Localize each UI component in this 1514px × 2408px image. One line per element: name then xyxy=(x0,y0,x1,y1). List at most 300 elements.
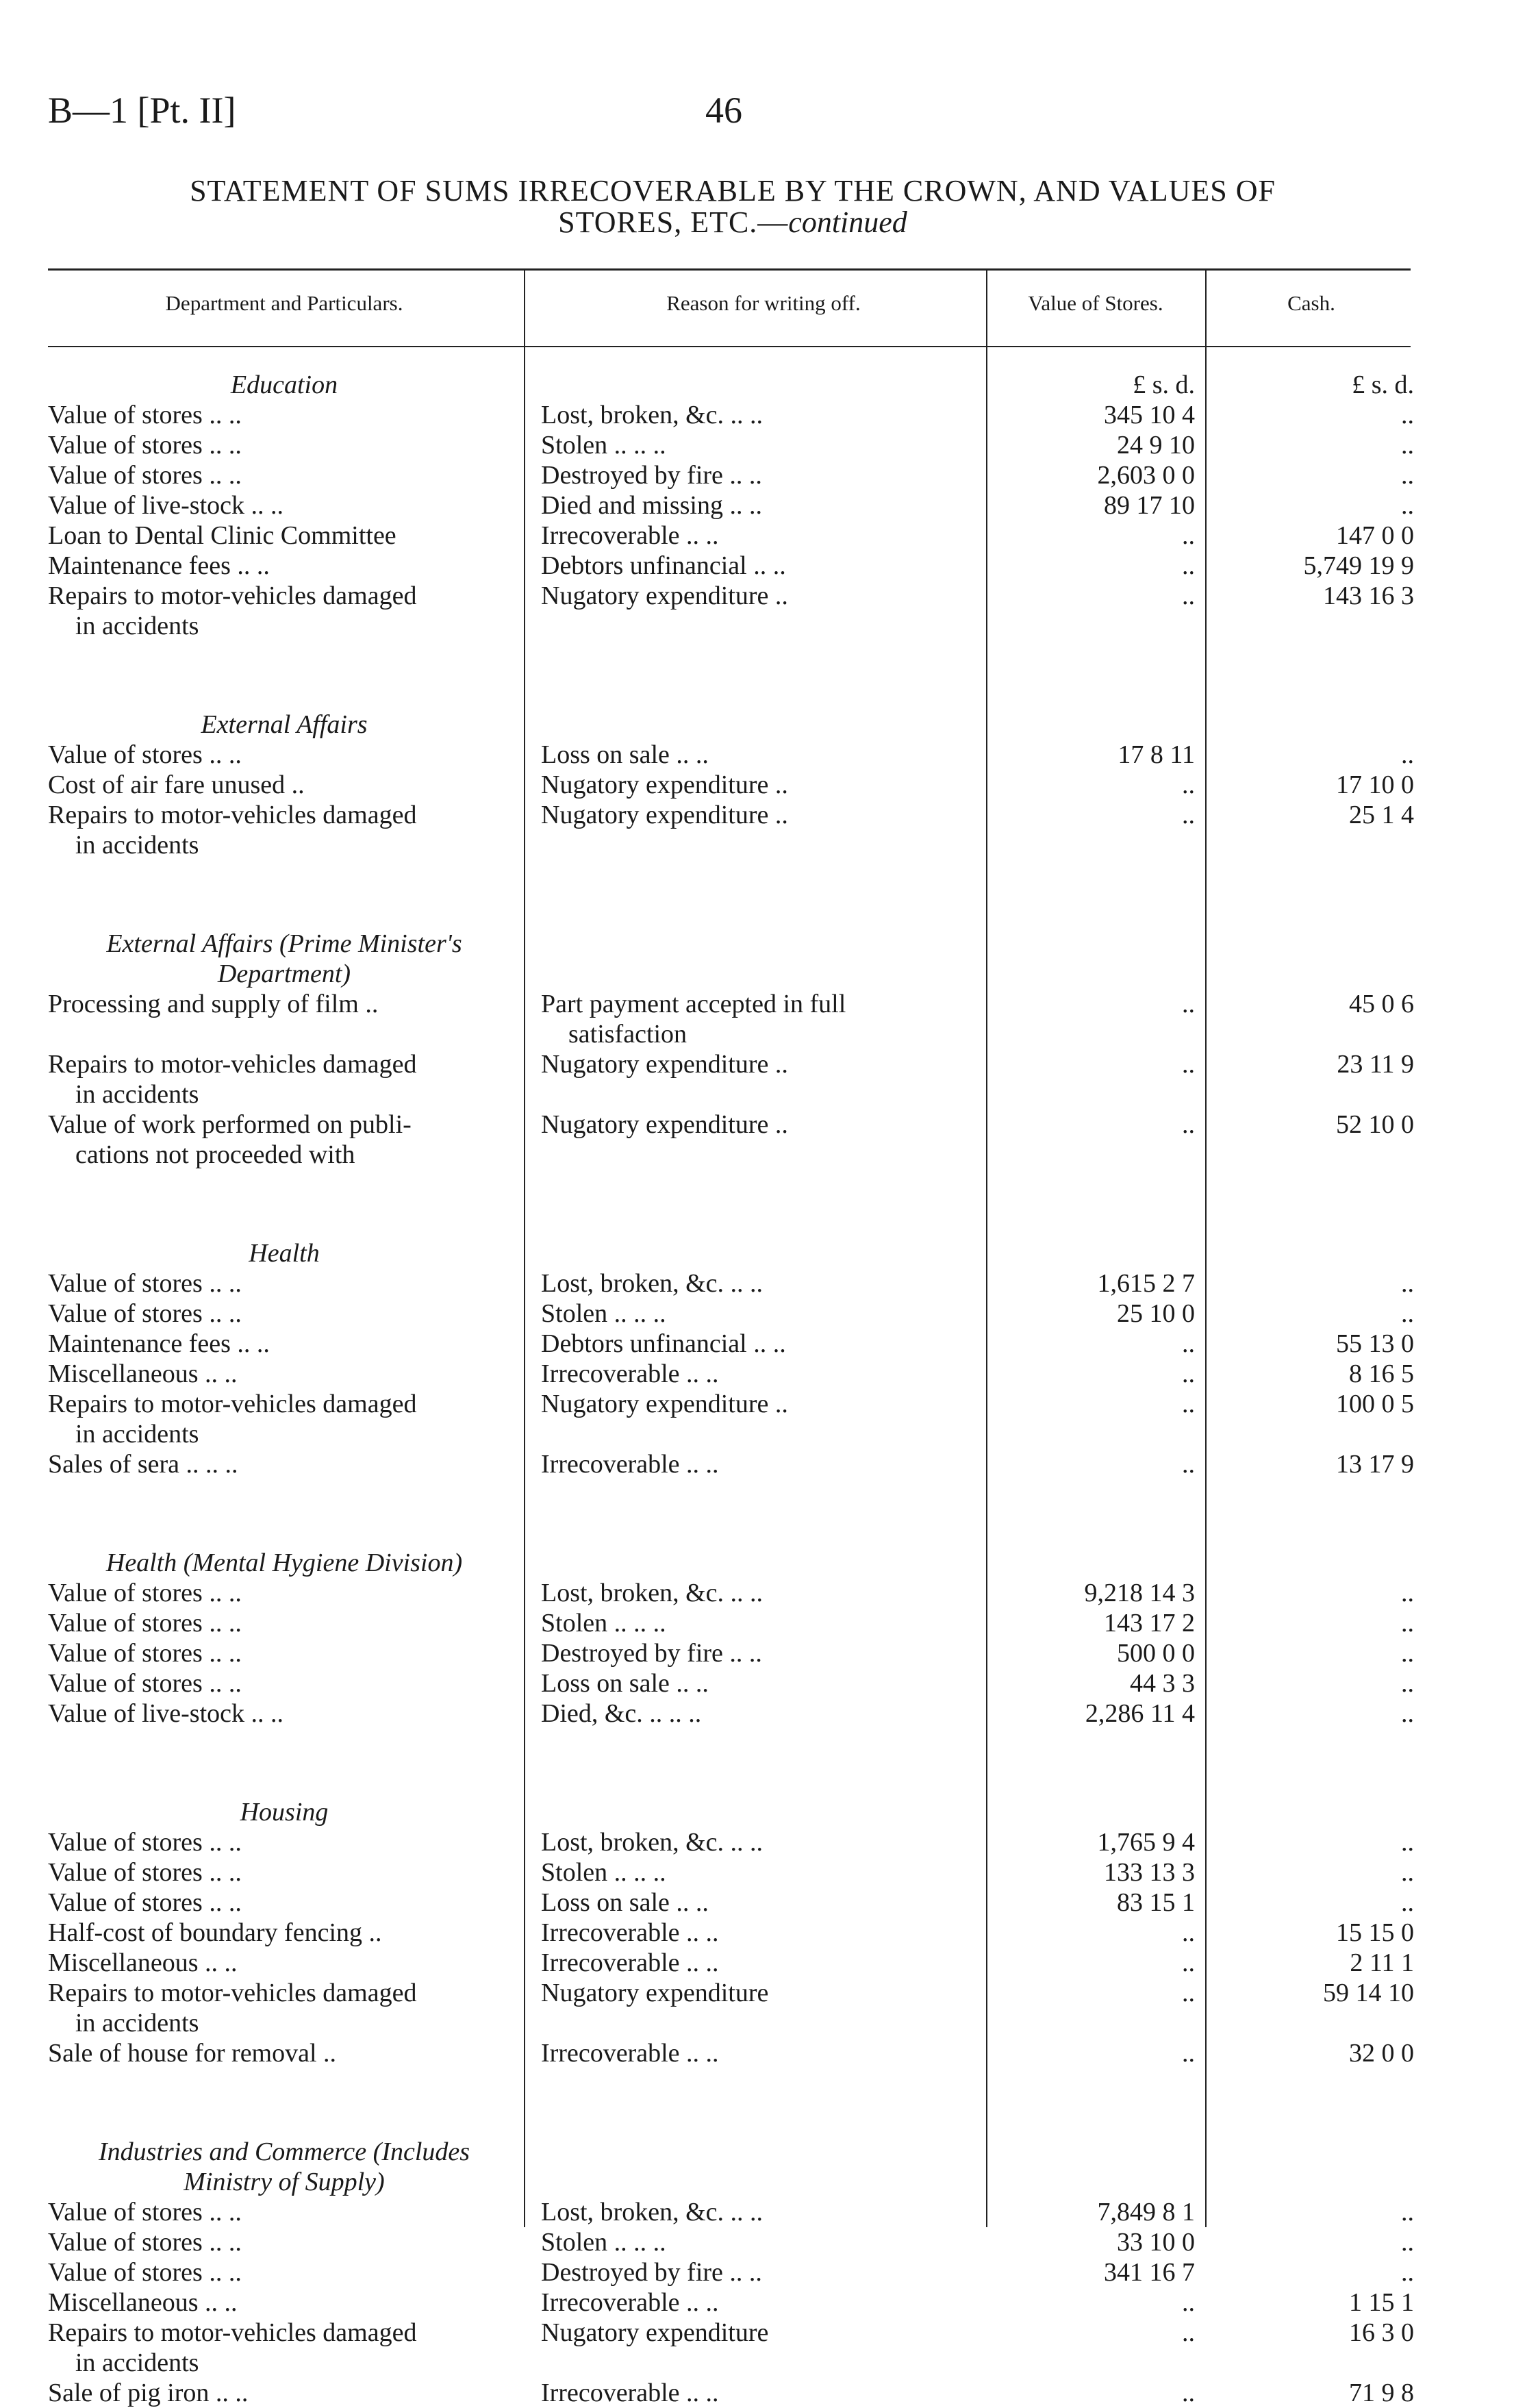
reason-text: Irrecoverable .. .. xyxy=(541,2039,719,2068)
table-row xyxy=(48,400,1417,430)
cash-units: £ s. d. xyxy=(1352,371,1414,399)
table-row xyxy=(48,1887,1417,1918)
reason-text: Nugatory expenditure xyxy=(541,1979,769,2007)
department-section xyxy=(48,860,1417,1170)
stores-value-cell: .. xyxy=(1182,1390,1195,1418)
stores-value-cell: 89 17 10 xyxy=(1104,491,1195,520)
particulars-text: Sales of sera .. .. .. xyxy=(48,1450,238,1479)
reason-cell xyxy=(541,1329,986,1359)
stores-value-cell: 500 0 0 xyxy=(1117,1639,1195,1668)
particulars-text: Value of stores .. .. xyxy=(48,1269,242,1298)
reason-cell xyxy=(541,2318,986,2348)
table-body xyxy=(48,370,1417,2408)
reason-text: Nugatory expenditure .. xyxy=(541,581,788,610)
stores-value-cell: .. xyxy=(1182,2039,1195,2068)
stores-value-cell: .. xyxy=(1182,1450,1195,1479)
stores-value-cell: .. xyxy=(1182,1050,1195,1079)
reason-cell xyxy=(541,1948,986,1978)
department-section xyxy=(48,1729,1417,2068)
particulars-cell xyxy=(48,1638,520,1668)
stores-value-cell: .. xyxy=(1182,990,1195,1018)
reason-cell xyxy=(541,1299,986,1329)
department-section xyxy=(48,370,1417,641)
reason-cell xyxy=(541,2287,986,2318)
reason-text: Loss on sale .. .. xyxy=(541,740,709,769)
cash-value-cell: .. xyxy=(1401,401,1414,429)
table-row xyxy=(48,1109,1417,1170)
cash-value-cell: .. xyxy=(1401,1639,1414,1668)
cash-value-cell: .. xyxy=(1401,2228,1414,2257)
particulars-text: Repairs to motor-vehicles damaged xyxy=(48,2318,417,2347)
reason-text: Irrecoverable .. .. xyxy=(541,1359,719,1388)
reason-text: Nugatory expenditure xyxy=(541,2318,769,2347)
particulars-text: Repairs to motor-vehicles damaged xyxy=(48,1050,417,1079)
cash-value-cell: 13 17 9 xyxy=(1336,1450,1414,1479)
reason-text: Stolen .. .. .. xyxy=(541,1858,666,1887)
cash-value-cell: .. xyxy=(1401,461,1414,490)
cash-value-cell: 2 11 1 xyxy=(1350,1948,1414,1977)
stores-value-cell: 341 16 7 xyxy=(1104,2258,1195,2287)
stores-value-cell: 1,615 2 7 xyxy=(1097,1269,1195,1298)
table-row xyxy=(48,430,1417,460)
particulars-text-continued: in accidents xyxy=(75,831,199,860)
table-row xyxy=(48,551,1417,581)
particulars-text: Value of stores .. .. xyxy=(48,1299,242,1328)
stores-value-cell: .. xyxy=(1182,1110,1195,1139)
particulars-cell xyxy=(48,1329,520,1359)
stores-value-cell: 17 8 11 xyxy=(1118,740,1195,769)
reason-cell xyxy=(541,800,986,830)
cash-value-cell: 71 9 8 xyxy=(1349,2379,1414,2407)
table-row xyxy=(48,2378,1417,2408)
reason-text: Irrecoverable .. .. xyxy=(541,2288,719,2317)
table-row xyxy=(48,1918,1417,1948)
cash-value-cell: 1 15 1 xyxy=(1349,2288,1414,2317)
cash-value-cell: .. xyxy=(1401,1579,1414,1607)
particulars-cell xyxy=(48,1389,520,1449)
particulars-cell xyxy=(48,2378,520,2408)
department-title: External Affairs xyxy=(201,710,368,739)
reason-text: Stolen .. .. .. xyxy=(541,2228,666,2257)
reason-text: Irrecoverable .. .. xyxy=(541,1918,719,1947)
cash-value-cell: 32 0 0 xyxy=(1349,2039,1414,2068)
stores-value-cell: .. xyxy=(1182,1918,1195,1947)
reason-text: Irrecoverable .. .. xyxy=(541,1948,719,1977)
cash-value-cell: 16 3 0 xyxy=(1349,2318,1414,2347)
reason-cell xyxy=(541,400,986,430)
cash-value-cell: .. xyxy=(1401,1888,1414,1917)
particulars-cell xyxy=(48,1857,520,1887)
section-gap xyxy=(48,860,1417,929)
reason-text: Destroyed by fire .. .. xyxy=(541,1639,762,1668)
stores-value-cell: 9,218 14 3 xyxy=(1084,1579,1195,1607)
table-row xyxy=(48,581,1417,641)
stores-value-cell: .. xyxy=(1182,521,1195,550)
department-section xyxy=(48,641,1417,860)
particulars-text: Sale of pig iron .. .. xyxy=(48,2379,249,2407)
table-row xyxy=(48,521,1417,551)
reason-text: Irrecoverable .. .. xyxy=(541,521,719,550)
particulars-text: Half-cost of boundary fencing .. xyxy=(48,1918,382,1947)
particulars-text: Value of work performed on publi- xyxy=(48,1110,412,1139)
reason-cell xyxy=(541,2197,986,2227)
table-row xyxy=(48,800,1417,860)
reason-cell xyxy=(541,1608,986,1638)
department-section xyxy=(48,1479,1417,1729)
reason-text: Nugatory expenditure .. xyxy=(541,1110,788,1139)
reason-cell xyxy=(541,1668,986,1698)
particulars-cell xyxy=(48,1268,520,1299)
particulars-text: Processing and supply of film .. xyxy=(48,990,379,1018)
reason-text: Stolen .. .. .. xyxy=(541,1299,666,1328)
particulars-cell xyxy=(48,1578,520,1608)
particulars-text: Miscellaneous .. .. xyxy=(48,2288,238,2317)
table-row xyxy=(48,2287,1417,2318)
cash-value-cell: .. xyxy=(1401,2258,1414,2287)
reason-cell xyxy=(541,1887,986,1918)
stores-value-cell: .. xyxy=(1182,1948,1195,1977)
department-title-continued: Ministry of Supply) xyxy=(184,2168,385,2196)
cash-value-cell: .. xyxy=(1401,1299,1414,1328)
table-row xyxy=(48,460,1417,490)
table-row xyxy=(48,1449,1417,1479)
reason-text-continued: satisfaction xyxy=(568,1020,687,1049)
stores-value-cell: .. xyxy=(1182,581,1195,610)
cash-value-cell: 17 10 0 xyxy=(1336,770,1414,799)
column-header-cash: Cash. xyxy=(1287,291,1335,315)
department-title: External Affairs (Prime Minister's xyxy=(106,929,462,958)
cash-value-cell: .. xyxy=(1401,1609,1414,1638)
table-row xyxy=(48,770,1417,800)
cash-value-cell: .. xyxy=(1401,1828,1414,1857)
particulars-cell xyxy=(48,1359,520,1389)
stores-value-cell: 44 3 3 xyxy=(1130,1669,1195,1698)
sections-container xyxy=(48,370,1417,2408)
page-header xyxy=(48,89,1445,144)
table-row xyxy=(48,2257,1417,2287)
reason-text: Debtors unfinancial .. .. xyxy=(541,551,786,580)
particulars-text: Value of stores .. .. xyxy=(48,2198,242,2227)
particulars-text: Value of stores .. .. xyxy=(48,2258,242,2287)
cash-value-cell: .. xyxy=(1401,1669,1414,1698)
particulars-text: Value of stores .. .. xyxy=(48,431,242,460)
particulars-cell xyxy=(48,1948,520,1978)
table-row xyxy=(48,1329,1417,1359)
table-row xyxy=(48,1359,1417,1389)
reason-cell xyxy=(541,581,986,611)
cash-value-cell: 147 0 0 xyxy=(1336,521,1414,550)
cash-value-cell: 143 16 3 xyxy=(1323,581,1414,610)
reason-text: Irrecoverable .. .. xyxy=(541,1450,719,1479)
reason-cell xyxy=(541,1449,986,1479)
particulars-text: Sale of house for removal .. xyxy=(48,2039,337,2068)
cash-value-cell: .. xyxy=(1401,1699,1414,1728)
particulars-text: Value of stores .. .. xyxy=(48,401,242,429)
table-row xyxy=(48,1578,1417,1608)
reason-cell xyxy=(541,2257,986,2287)
particulars-cell xyxy=(48,581,520,641)
page-title xyxy=(48,175,1417,238)
table-row xyxy=(48,1698,1417,1729)
reason-text: Died, &c. .. .. .. xyxy=(541,1699,702,1728)
reason-text: Nugatory expenditure .. xyxy=(541,770,788,799)
section-gap xyxy=(48,2068,1417,2137)
table-row xyxy=(48,1668,1417,1698)
reason-cell xyxy=(541,1578,986,1608)
particulars-cell xyxy=(48,1698,520,1729)
reason-text: Stolen .. .. .. xyxy=(541,431,666,460)
particulars-text: Value of stores .. .. xyxy=(48,1579,242,1607)
particulars-text-continued: in accidents xyxy=(75,612,199,640)
particulars-text: Value of stores .. .. xyxy=(48,1888,242,1917)
reason-text: Stolen .. .. .. xyxy=(541,1609,666,1638)
reason-cell xyxy=(541,1109,986,1140)
reason-cell xyxy=(541,2378,986,2408)
units-row xyxy=(48,370,1414,400)
cash-value-cell: 55 13 0 xyxy=(1336,1329,1414,1358)
stores-value-cell: .. xyxy=(1182,2288,1195,2317)
particulars-text: Cost of air fare unused .. xyxy=(48,770,305,799)
particulars-text-continued: in accidents xyxy=(75,2348,199,2377)
column-header-reason: Reason for writing off. xyxy=(666,291,861,315)
particulars-cell xyxy=(48,400,520,430)
stores-value-cell: 83 15 1 xyxy=(1117,1888,1195,1917)
department-title: Housing xyxy=(240,1798,329,1827)
table-row xyxy=(48,1608,1417,1638)
table-row xyxy=(48,1857,1417,1887)
particulars-cell xyxy=(48,2227,520,2257)
reason-cell xyxy=(541,1857,986,1887)
table-row xyxy=(48,2197,1417,2227)
particulars-text: Value of stores .. .. xyxy=(48,2228,242,2257)
particulars-text: Value of stores .. .. xyxy=(48,740,242,769)
reason-cell xyxy=(541,989,986,1049)
stores-value-cell: .. xyxy=(1182,770,1195,799)
cash-value-cell: 15 15 0 xyxy=(1336,1918,1414,1947)
continued-label: continued xyxy=(788,205,907,239)
stores-value-cell: .. xyxy=(1182,1329,1195,1358)
particulars-text: Repairs to motor-vehicles damaged xyxy=(48,581,417,610)
table-row xyxy=(48,2038,1417,2068)
reason-text: Lost, broken, &c. .. .. xyxy=(541,1269,764,1298)
particulars-cell xyxy=(48,800,520,860)
cash-value-cell: .. xyxy=(1401,2198,1414,2227)
reason-cell xyxy=(541,460,986,490)
department-title: Health (Mental Hygiene Division) xyxy=(105,1548,463,1577)
cash-value-cell: .. xyxy=(1401,431,1414,460)
department-title: Industries and Commerce (Includes xyxy=(98,2137,470,2166)
particulars-text-continued: cations not proceeded with xyxy=(75,1140,355,1169)
table-row xyxy=(48,2227,1417,2257)
particulars-text: Value of stores .. .. xyxy=(48,1639,242,1668)
table-row xyxy=(48,1389,1417,1449)
table-row xyxy=(48,1299,1417,1329)
cash-value-cell: 52 10 0 xyxy=(1336,1110,1414,1139)
reason-cell xyxy=(541,770,986,800)
section-gap xyxy=(48,1729,1417,1797)
particulars-text: Value of live-stock .. .. xyxy=(48,491,284,520)
cash-value-cell: .. xyxy=(1401,1269,1414,1298)
particulars-cell xyxy=(48,2287,520,2318)
department-section xyxy=(48,1170,1417,1479)
stores-value-cell: .. xyxy=(1182,801,1195,829)
reason-text: Died and missing .. .. xyxy=(541,491,762,520)
reason-cell xyxy=(541,1389,986,1419)
particulars-cell xyxy=(48,1918,520,1948)
stores-value-cell: 7,849 8 1 xyxy=(1097,2198,1195,2227)
table-row xyxy=(48,1268,1417,1299)
reason-cell xyxy=(541,490,986,521)
cash-value-cell: 23 11 9 xyxy=(1337,1050,1414,1079)
reason-text: Debtors unfinancial .. .. xyxy=(541,1329,786,1358)
cash-value-cell: 5,749 19 9 xyxy=(1303,551,1414,580)
table-row xyxy=(48,989,1417,1049)
particulars-cell xyxy=(48,2038,520,2068)
table-row xyxy=(48,740,1417,770)
reason-cell xyxy=(541,1268,986,1299)
reason-text: Irrecoverable .. .. xyxy=(541,2379,719,2407)
particulars-cell xyxy=(48,1978,520,2038)
particulars-text: Repairs to motor-vehicles damaged xyxy=(48,801,417,829)
particulars-cell xyxy=(48,2318,520,2378)
cash-value-cell: .. xyxy=(1401,740,1414,769)
particulars-text: Miscellaneous .. .. xyxy=(48,1948,238,1977)
cash-value-cell: .. xyxy=(1401,491,1414,520)
stores-value-cell: .. xyxy=(1182,551,1195,580)
stores-value-cell: 2,286 11 4 xyxy=(1085,1699,1195,1728)
particulars-cell xyxy=(48,1668,520,1698)
department-title: Education xyxy=(230,371,338,399)
particulars-cell xyxy=(48,740,520,770)
reason-text: Part payment accepted in full xyxy=(541,990,846,1018)
stores-value-cell: .. xyxy=(1182,1359,1195,1388)
reason-text: Destroyed by fire .. .. xyxy=(541,461,762,490)
particulars-text: Loan to Dental Clinic Committee xyxy=(48,521,396,550)
particulars-text: Value of live-stock .. .. xyxy=(48,1699,284,1728)
particulars-cell xyxy=(48,1109,520,1170)
particulars-cell xyxy=(48,460,520,490)
particulars-cell xyxy=(48,1608,520,1638)
reason-cell xyxy=(541,2227,986,2257)
title-line-2: STORES, ETC.—continued xyxy=(558,205,907,239)
title-line-1: STATEMENT OF SUMS IRRECOVERABLE BY THE CROWN, AND VALUES OF xyxy=(190,174,1276,208)
particulars-cell xyxy=(48,2197,520,2227)
reason-cell xyxy=(541,2038,986,2068)
particulars-cell xyxy=(48,521,520,551)
table-row xyxy=(48,1948,1417,1978)
reason-cell xyxy=(541,1049,986,1079)
reason-cell xyxy=(541,521,986,551)
cash-value-cell: .. xyxy=(1401,1858,1414,1887)
reason-text: Lost, broken, &c. .. .. xyxy=(541,1828,764,1857)
reason-cell xyxy=(541,1698,986,1729)
reason-cell xyxy=(541,551,986,581)
particulars-text: Repairs to motor-vehicles damaged xyxy=(48,1979,417,2007)
particulars-cell xyxy=(48,551,520,581)
particulars-text: Maintenance fees .. .. xyxy=(48,1329,270,1358)
section-gap xyxy=(48,1479,1417,1548)
reason-text: Destroyed by fire .. .. xyxy=(541,2258,762,2287)
document-reference: B—1 [Pt. II] xyxy=(48,90,236,131)
stores-value-cell: .. xyxy=(1182,1979,1195,2007)
column-header-stores: Value of Stores. xyxy=(1028,291,1163,315)
column-header-particulars: Department and Particulars. xyxy=(165,291,403,315)
reason-cell xyxy=(541,1827,986,1857)
table-row xyxy=(48,2318,1417,2378)
reason-text: Loss on sale .. .. xyxy=(541,1888,709,1917)
cash-value-cell: 100 0 5 xyxy=(1336,1390,1414,1418)
stores-value-cell: .. xyxy=(1182,2318,1195,2347)
section-gap xyxy=(48,1170,1417,1238)
stores-value-cell: 25 10 0 xyxy=(1117,1299,1195,1328)
stores-value-cell: .. xyxy=(1182,2379,1195,2407)
stores-value-cell: 2,603 0 0 xyxy=(1097,461,1195,490)
particulars-cell xyxy=(48,490,520,521)
stores-value-cell: 24 9 10 xyxy=(1117,431,1195,460)
reason-text: Loss on sale .. .. xyxy=(541,1669,709,1698)
reason-cell xyxy=(541,1359,986,1389)
cash-value-cell: 8 16 5 xyxy=(1349,1359,1414,1388)
reason-text: Nugatory expenditure .. xyxy=(541,801,788,829)
stores-units: £ s. d. xyxy=(1133,371,1195,399)
reason-text: Lost, broken, &c. .. .. xyxy=(541,2198,764,2227)
table-row xyxy=(48,1827,1417,1857)
reason-text: Lost, broken, &c. .. .. xyxy=(541,1579,764,1607)
table-row xyxy=(48,1049,1417,1109)
stores-value-cell: 133 13 3 xyxy=(1104,1858,1195,1887)
particulars-text-continued: in accidents xyxy=(75,1080,199,1109)
stores-value-cell: 33 10 0 xyxy=(1117,2228,1195,2257)
table-row xyxy=(48,1978,1417,2038)
particulars-text: Miscellaneous .. .. xyxy=(48,1359,238,1388)
stores-value-cell: 1,765 9 4 xyxy=(1097,1828,1195,1857)
reason-cell xyxy=(541,1978,986,2008)
page-number: 46 xyxy=(705,90,742,131)
particulars-text-continued: in accidents xyxy=(75,2009,199,2037)
particulars-cell xyxy=(48,1049,520,1109)
reason-cell xyxy=(541,740,986,770)
stores-value-cell: 143 17 2 xyxy=(1104,1609,1195,1638)
cash-value-cell: 59 14 10 xyxy=(1323,1979,1414,2007)
reason-cell xyxy=(541,1918,986,1948)
particulars-cell xyxy=(48,430,520,460)
reason-cell xyxy=(541,430,986,460)
particulars-text-continued: in accidents xyxy=(75,1420,199,1448)
particulars-cell xyxy=(48,1887,520,1918)
particulars-text: Value of stores .. .. xyxy=(48,461,242,490)
stores-value-cell: 345 10 4 xyxy=(1104,401,1195,429)
particulars-text: Repairs to motor-vehicles damaged xyxy=(48,1390,417,1418)
department-title: Health xyxy=(249,1239,320,1268)
particulars-text: Maintenance fees .. .. xyxy=(48,551,270,580)
department-section xyxy=(48,2068,1417,2408)
particulars-text: Value of stores .. .. xyxy=(48,1609,242,1638)
particulars-text: Value of stores .. .. xyxy=(48,1828,242,1857)
cash-value-cell: 25 1 4 xyxy=(1349,801,1414,829)
particulars-cell xyxy=(48,770,520,800)
reason-text: Nugatory expenditure .. xyxy=(541,1390,788,1418)
cash-value-cell: 45 0 6 xyxy=(1349,990,1414,1018)
table-row xyxy=(48,1638,1417,1668)
particulars-text: Value of stores .. .. xyxy=(48,1669,242,1698)
reason-cell xyxy=(541,1638,986,1668)
particulars-cell xyxy=(48,989,520,1019)
particulars-text: Value of stores .. .. xyxy=(48,1858,242,1887)
particulars-cell xyxy=(48,1827,520,1857)
table-row xyxy=(48,490,1417,521)
department-title-continued: Department) xyxy=(217,960,351,988)
particulars-cell xyxy=(48,2257,520,2287)
